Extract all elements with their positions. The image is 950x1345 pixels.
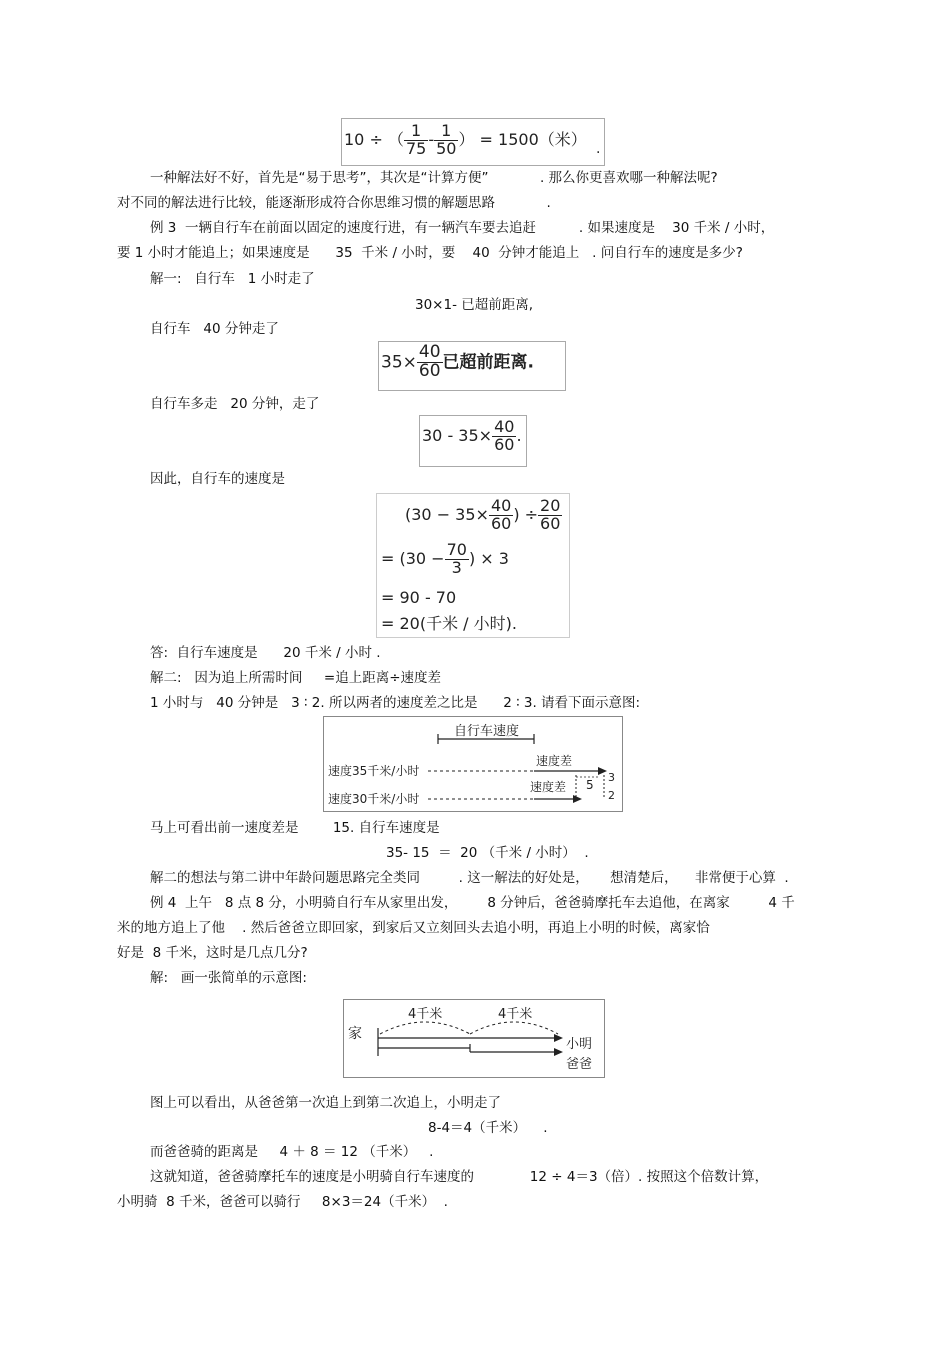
numerator: 1 bbox=[404, 123, 428, 141]
denominator: 75 bbox=[405, 138, 427, 158]
arc-1 bbox=[380, 1022, 470, 1034]
answer-line: 答: 自行车速度是 20 千米 / 小时 . bbox=[150, 645, 381, 661]
diagram-1-svg bbox=[324, 717, 622, 811]
solution-line: 因此，自行车的速度是 bbox=[150, 471, 285, 487]
example-4-line: 米的地方追上了他 . 然后爸爸立即回家，到家后又立刻回头去追小明，再追上小明的时候，离家恰 bbox=[117, 920, 710, 936]
denominator: 60 bbox=[494, 434, 515, 454]
chase-diagram bbox=[343, 999, 605, 1078]
example-4-line: 例 4 上午 8 点 8 分，小明骑自行车从家里出发， 8 分钟后，爸爸骑摩托车去追他，在离家 4 千 bbox=[150, 895, 795, 911]
arc-2 bbox=[470, 1022, 558, 1034]
baba-label: 爸爸 bbox=[566, 1057, 593, 1072]
formula-3 bbox=[422, 419, 522, 454]
diff-label-2: 速度差 bbox=[530, 780, 567, 794]
formula-1-dot: . bbox=[596, 141, 601, 157]
denominator: 3 bbox=[451, 557, 462, 577]
solution-4-line: 小明骑 8 千米，爸爸可以骑行 8×3＝24（千米） . bbox=[117, 1194, 448, 1210]
arrow-head bbox=[554, 1034, 563, 1042]
formula-box-1 bbox=[341, 118, 605, 166]
solution-4-line: 图上可以看出，从爸爸第一次追上到第二次追上，小明走了 bbox=[150, 1095, 501, 1111]
example-4-line: 解: 画一张简单的示意图: bbox=[150, 970, 307, 986]
denominator: 60 bbox=[418, 360, 441, 381]
formula-box-4 bbox=[376, 493, 570, 638]
arrow-head bbox=[573, 795, 582, 803]
para-line: 一种解法好不好，首先是“易于思考”，其次是“计算方便” . 那么你更喜欢哪一种解法呢? bbox=[150, 170, 718, 186]
example-3-line: 要 1 小时才能追上；如果速度是 35 千米 / 小时，要 40 分钟才能追上 . 问自行车的速度是多少? bbox=[117, 245, 743, 261]
solution-2-line: 35- 15 ＝ 20 （千米 / 小时） . bbox=[386, 845, 589, 861]
solution-2-line: 解二的想法与第二讲中年龄问题思路完全类同 . 这一解法的好处是， 想清楚后， 非常便于心算 . bbox=[150, 870, 789, 886]
numerator: 40 bbox=[490, 496, 512, 515]
denominator: 50 bbox=[436, 138, 457, 158]
fraction bbox=[492, 419, 516, 454]
numerator: 40 bbox=[418, 342, 441, 362]
formula-4-tail: ) × 3 bbox=[468, 548, 509, 568]
denominator: 60 bbox=[490, 513, 512, 533]
formula-1-prefix: 10 ÷ （ bbox=[344, 129, 404, 149]
solution-2-line: 解二: 因为追上所需时间 =追上距离÷速度差 bbox=[150, 670, 442, 686]
label-3: 3 bbox=[608, 771, 615, 784]
formula-3-tail: . bbox=[516, 425, 522, 445]
solution-line: 30×1- 已超前距离, bbox=[415, 297, 534, 313]
fraction bbox=[417, 344, 443, 381]
solution-line: 解一: 自行车 1 小时走了 bbox=[150, 271, 315, 287]
formula-3-lead: 30 - 35× bbox=[422, 425, 493, 445]
speed-difference-diagram bbox=[323, 716, 623, 812]
para-line: 对不同的解法进行比较，能逐渐形成符合你思维习惯的解题思路 . bbox=[117, 195, 551, 211]
denominator: 60 bbox=[540, 513, 561, 533]
formula-4-mid: ) ÷ bbox=[513, 504, 539, 524]
segment-2-label: 4千米 bbox=[498, 1007, 533, 1022]
formula-1-suffix: ） = 1500（米） bbox=[458, 129, 587, 149]
formula-1 bbox=[344, 123, 587, 158]
fraction bbox=[445, 542, 469, 577]
row-1-label: 速度35千米/小时 bbox=[328, 764, 420, 778]
solution-4-line: 而爸爸骑的距离是 4 ＋ 8 ＝ 12 （千米） . bbox=[150, 1144, 434, 1160]
row-2-label: 速度30千米/小时 bbox=[328, 792, 420, 806]
segment-1-label: 4千米 bbox=[408, 1007, 443, 1022]
diagram-2-svg bbox=[344, 1000, 604, 1077]
solution-4-line: 8-4＝4（千米） . bbox=[428, 1120, 548, 1136]
formula-2 bbox=[381, 344, 534, 381]
numerator: 20 bbox=[540, 496, 561, 515]
diff-label-1: 速度差 bbox=[536, 754, 573, 768]
formula-2-tail: 已超前距离. bbox=[442, 352, 534, 373]
formula-4-row-4: = 20(千米 / 小时). bbox=[381, 614, 517, 633]
bike-speed-label: 自行车速度 bbox=[454, 724, 520, 739]
solution-2-line: 1 小时与 40 分钟是 3 ∶ 2. 所以两者的速度差之比是 2 ∶ 3. 请看下面示意图: bbox=[150, 695, 641, 711]
numerator: 1 bbox=[434, 123, 458, 141]
solution-4-line: 这就知道，爸爸骑摩托车的速度是小明骑自行车速度的 12 ÷ 4＝3（倍）. 按照这个倍数计算， bbox=[150, 1169, 769, 1185]
formula-4-row-3: = 90 - 70 bbox=[381, 588, 457, 607]
formula-4-row-1 bbox=[405, 498, 562, 533]
example-4-line: 好是 8 千米，这时是几点几分? bbox=[117, 945, 308, 961]
formula-4-lead: = (30 − bbox=[381, 548, 445, 568]
solution-2-line: 马上可看出前一速度差是 15. 自行车速度是 bbox=[150, 820, 440, 836]
example-3-line: 例 3 一辆自行车在前面以固定的速度行进，有一辆汽车要去追赶 . 如果速度是 30 千米 / 小时， bbox=[150, 220, 775, 236]
home-label: 家 bbox=[348, 1026, 362, 1042]
formula-box-3 bbox=[419, 415, 527, 467]
label-2: 2 bbox=[608, 789, 615, 802]
numerator: 70 bbox=[446, 540, 467, 559]
fraction bbox=[489, 498, 513, 533]
formula-4-row-2 bbox=[381, 542, 509, 577]
arrow-head bbox=[554, 1048, 563, 1056]
fraction bbox=[404, 123, 428, 158]
solution-line: 自行车多走 20 分钟，走了 bbox=[150, 396, 320, 412]
solution-line: 自行车 40 分钟走了 bbox=[150, 321, 279, 337]
formula-2-lead: 35× bbox=[381, 352, 417, 373]
numerator: 40 bbox=[494, 417, 515, 436]
fraction bbox=[538, 498, 562, 533]
minus-sign: - bbox=[428, 129, 435, 149]
fraction bbox=[434, 123, 458, 158]
label-5: 5 bbox=[586, 778, 594, 792]
arrow-head bbox=[598, 767, 607, 775]
formula-4-lead: (30 − 35× bbox=[405, 504, 489, 524]
xiaoming-label: 小明 bbox=[566, 1037, 593, 1052]
formula-box-2 bbox=[378, 341, 566, 391]
